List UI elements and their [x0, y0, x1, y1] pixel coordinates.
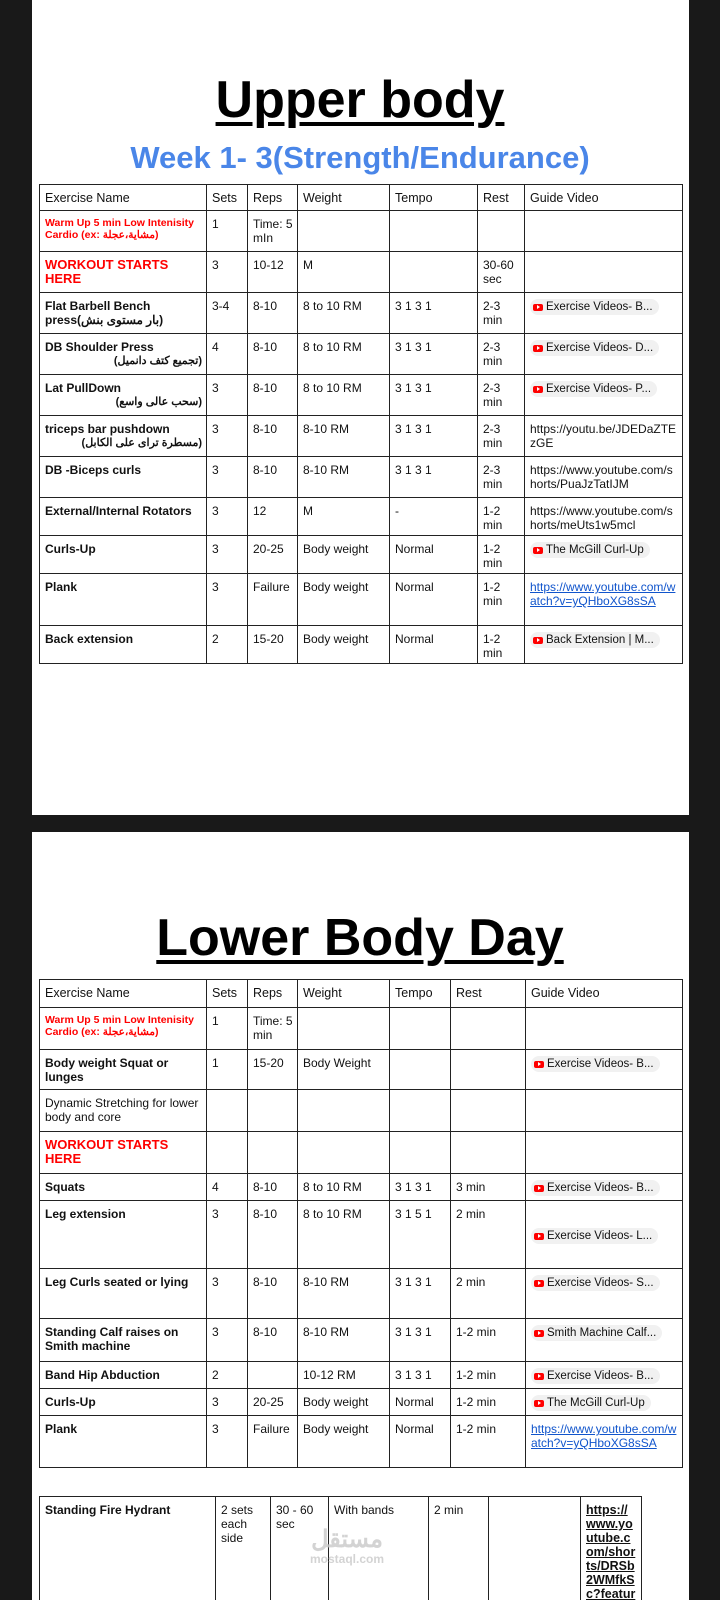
cell-weight: 8 to 10 RM [298, 1201, 390, 1269]
video-cell [526, 1389, 683, 1416]
table-row [40, 334, 683, 375]
cell-tempo: Normal [390, 1389, 451, 1416]
video-url[interactable]: https://youtu.be/JDEDaZTEzGE [525, 416, 683, 457]
cell-rest: 2-3 min [478, 375, 525, 416]
video-chip-label: Exercise Videos- B... [547, 1058, 654, 1070]
cell-rest: 2 min [451, 1201, 526, 1269]
cell-reps: 8-10 [248, 334, 298, 375]
upper-body-title: Upper body [215, 71, 505, 129]
video-chip-label: Exercise Videos- B... [547, 1182, 654, 1194]
video-cell [526, 1174, 683, 1201]
exercise-name: External/Internal Rotators [40, 498, 207, 536]
cell-weight: 8 to 10 RM [298, 1174, 390, 1201]
cell-weight: Body weight [298, 1416, 390, 1468]
cell-weight: Body weight [298, 626, 390, 664]
video-chip-label: The McGill Curl-Up [547, 1397, 645, 1409]
cell-reps: 15-20 [248, 626, 298, 664]
cell-reps: 8-10 [248, 293, 298, 334]
cell-sets: 2 sets each side [216, 1497, 271, 1600]
cell-reps: 8-10 [248, 1269, 298, 1319]
cell-tempo: 3 1 3 1 [390, 1319, 451, 1362]
table-header-row [40, 980, 683, 1008]
exercise-name [40, 375, 207, 416]
video-cell [525, 375, 683, 416]
cell-tempo: 3 1 5 1 [390, 1201, 451, 1269]
cell-rest: 1-2 min [451, 1362, 526, 1389]
exercise-name: DB -Biceps curls [40, 457, 207, 498]
exercise-name: Dynamic Stretching for lower body and core [40, 1090, 207, 1132]
table-row [40, 293, 683, 334]
header-tempo: Tempo [390, 980, 451, 1008]
video-cell [525, 536, 683, 574]
warmup-label: Warm Up 5 min Low Intenisity Cardio (ex: مشاية،عجلة) [40, 211, 207, 252]
youtube-icon [534, 1185, 544, 1192]
video-chip-label: Exercise Videos- B... [546, 301, 653, 313]
cell-weight: M [298, 498, 390, 536]
youtube-icon [534, 1400, 544, 1407]
video-chip[interactable] [530, 381, 657, 397]
cell-sets: 1 [207, 1050, 248, 1090]
cell-tempo: 3 1 3 1 [390, 457, 478, 498]
cell-sets: 2 [207, 1362, 248, 1389]
video-chip-label: Smith Machine Calf... [547, 1327, 657, 1339]
cell-weight: Body weight [298, 536, 390, 574]
table-row [40, 252, 683, 293]
cell-sets: 3 [207, 1319, 248, 1362]
youtube-icon [534, 1373, 544, 1380]
cell-sets: 3 [207, 457, 248, 498]
table-row [40, 1174, 683, 1201]
header-reps: Reps [248, 980, 298, 1008]
cell-weight: With bands [329, 1497, 429, 1600]
exercise-name-en: DB Shoulder Press [45, 340, 154, 354]
cell-tempo: 3 1 3 1 [390, 1174, 451, 1201]
table-row [40, 1050, 683, 1090]
table-row [40, 1008, 683, 1050]
youtube-icon [533, 547, 543, 554]
exercise-name-en: Lat PullDown [45, 381, 121, 395]
youtube-icon [533, 386, 543, 393]
table-row [40, 626, 683, 664]
table-row [40, 1201, 683, 1269]
cell-tempo: Normal [390, 536, 478, 574]
table-row [40, 1389, 683, 1416]
video-chip[interactable] [531, 1180, 660, 1196]
cell-rest: 1-2 min [451, 1389, 526, 1416]
exercise-name [40, 334, 207, 375]
exercise-name: Leg Curls seated or lying [40, 1269, 207, 1319]
table-row [40, 498, 683, 536]
table-row [40, 1319, 683, 1362]
cell-weight: 8 to 10 RM [298, 375, 390, 416]
cell-weight: 8-10 RM [298, 457, 390, 498]
video-cell [525, 293, 683, 334]
cell-tempo: 3 1 3 1 [390, 416, 478, 457]
exercise-name: Curls-Up [40, 1389, 207, 1416]
watermark-latin: mostaql.com [310, 1552, 385, 1566]
cell-sets: 3 [207, 416, 248, 457]
table-row [40, 457, 683, 498]
cell-sets: 3 [207, 498, 248, 536]
exercise-name: Band Hip Abduction [40, 1362, 207, 1389]
video-url[interactable]: https://www.youtube.com/shorts/PuaJzTatIJM [525, 457, 683, 498]
table-row [40, 574, 683, 626]
header-tempo: Tempo [390, 185, 478, 211]
cell-tempo: Normal [390, 574, 478, 626]
cell-reps: 8-10 [248, 375, 298, 416]
video-chip-label: Exercise Videos- B... [547, 1370, 654, 1382]
video-chip[interactable] [531, 1325, 662, 1341]
cell-tempo: Normal [390, 626, 478, 664]
cell-rest: 1-2 min [478, 536, 525, 574]
cell-tempo: 3 1 3 1 [390, 334, 478, 375]
video-chip[interactable] [531, 1395, 651, 1411]
table-row [40, 211, 683, 252]
table-row [40, 1362, 683, 1389]
header-guide-video: Guide Video [526, 980, 683, 1008]
cell-rest: 1-2 min [451, 1416, 526, 1468]
table-row [40, 1416, 683, 1468]
video-chip[interactable] [531, 1275, 660, 1291]
header-guide-video: Guide Video [525, 185, 683, 211]
cell-reps: Failure [248, 574, 298, 626]
video-chip-label: Exercise Videos- D... [546, 342, 654, 354]
header-rest: Rest [451, 980, 526, 1008]
youtube-icon [533, 637, 543, 644]
video-chip[interactable] [530, 632, 660, 648]
header-weight: Weight [298, 185, 390, 211]
exercise-name-ar: (سحب عالى واسع) [115, 396, 202, 408]
workout-starts-label: WORKOUT STARTS HERE [40, 252, 207, 293]
video-cell [525, 626, 683, 664]
cell-sets: 3 [207, 375, 248, 416]
cell-sets: 3 [207, 1201, 248, 1269]
cell-tempo: 3 1 3 1 [390, 1362, 451, 1389]
exercise-name: Squats [40, 1174, 207, 1201]
video-url[interactable]: https://www.youtube.com/shorts/meUts1w5mcl [525, 498, 683, 536]
video-cell [526, 1201, 683, 1269]
cell-rest: 2-3 min [478, 416, 525, 457]
video-cell [526, 1319, 683, 1362]
header-sets: Sets [207, 185, 248, 211]
cell-sets: 3 [207, 1389, 248, 1416]
video-chip[interactable] [530, 340, 659, 356]
youtube-icon [534, 1233, 544, 1240]
table-row [40, 1090, 683, 1132]
video-chip-label: Exercise Videos- S... [547, 1277, 654, 1289]
youtube-icon [533, 304, 543, 311]
header-rest: Rest [478, 185, 525, 211]
cell-reps: 8-10 [248, 1319, 298, 1362]
cell-rest: 2 min [451, 1269, 526, 1319]
table-row [40, 1269, 683, 1319]
video-chip[interactable] [530, 542, 650, 558]
cell-tempo: Normal [390, 1416, 451, 1468]
cell-sets: 2 [207, 626, 248, 664]
youtube-icon [534, 1330, 544, 1337]
exercise-name-ar: (تجميع كتف دانميل) [113, 355, 202, 367]
cell-sets: 1 [207, 1008, 248, 1050]
cell-reps: 8-10 [248, 416, 298, 457]
video-chip-label: Exercise Videos- P... [546, 383, 652, 395]
exercise-name-ar: (مسطرة ترای على الكابل) [81, 437, 202, 449]
cell-reps: 10-12 [248, 252, 298, 293]
cell-weight: 8-10 RM [298, 416, 390, 457]
exercise-name-en: triceps bar pushdown [45, 422, 170, 436]
exercise-name: Standing Calf raises on Smith machine [40, 1319, 207, 1362]
cell-reps: Time: 5 mIn [248, 211, 298, 252]
youtube-icon [534, 1280, 544, 1287]
cell-rest: 3 min [451, 1174, 526, 1201]
cell-weight: 8 to 10 RM [298, 334, 390, 375]
warmup-label: Warm Up 5 min Low Intenisity Cardio (ex: مشاية،عجلة) [40, 1008, 207, 1050]
cell-tempo: 3 1 3 1 [390, 293, 478, 334]
exercise-name: Standing Fire Hydrant [40, 1497, 216, 1600]
video-chip-label: The McGill Curl-Up [546, 544, 644, 556]
workout-starts-label: WORKOUT STARTS HERE [40, 1132, 207, 1174]
cell-rest: 2-3 min [478, 334, 525, 375]
mostaql-watermark [310, 1525, 384, 1566]
header-reps: Reps [248, 185, 298, 211]
table-row [40, 536, 683, 574]
cell-reps: 30 - 60 sec [271, 1497, 329, 1600]
cell-rest: 1-2 min [478, 498, 525, 536]
cell-reps: 8-10 [248, 1174, 298, 1201]
cell-weight: 8 to 10 RM [298, 293, 390, 334]
cell-reps: 20-25 [248, 536, 298, 574]
cell-reps: 20-25 [248, 1389, 298, 1416]
cell-weight: Body weight [298, 574, 390, 626]
exercise-name: Plank [40, 1416, 207, 1468]
cell-weight: M [298, 252, 390, 293]
upper-body-table [39, 184, 683, 664]
header-weight: Weight [298, 980, 390, 1008]
cell-reps: Failure [248, 1416, 298, 1468]
video-cell [526, 1269, 683, 1319]
cell-sets: 4 [207, 1174, 248, 1201]
cell-weight: 8-10 RM [298, 1269, 390, 1319]
table-row [40, 416, 683, 457]
cell-rest: 2-3 min [478, 293, 525, 334]
video-chip-label: Back Extension | M... [546, 634, 654, 646]
video-cell [526, 1050, 683, 1090]
exercise-name: Body weight Squat or lunges [40, 1050, 207, 1090]
cell-sets: 3 [207, 252, 248, 293]
cell-tempo: 3 1 3 1 [390, 1269, 451, 1319]
video-link[interactable]: https://www.youtube.com/shorts/DRSb2WMfkSc?featur [581, 1497, 642, 1600]
exercise-name: Plank [40, 574, 207, 626]
cell-reps: 8-10 [248, 457, 298, 498]
exercise-name: Curls-Up [40, 536, 207, 574]
cell-weight: 10-12 RM [298, 1362, 390, 1389]
cell-reps [248, 1362, 298, 1389]
cell-sets: 3-4 [207, 293, 248, 334]
video-link[interactable]: https://www.youtube.com/watch?v=yQHboXG8sSA [526, 1416, 683, 1468]
cell-weight: 8-10 RM [298, 1319, 390, 1362]
cell-sets: 4 [207, 334, 248, 375]
header-exercise: Exercise Name [40, 980, 207, 1008]
cell-sets: 3 [207, 536, 248, 574]
table-header-row [40, 185, 683, 211]
video-chip-label: Exercise Videos- L... [547, 1230, 653, 1242]
exercise-name: Flat Barbell Bench press(بار مستوى بنش) [40, 293, 207, 334]
cell-sets: 3 [207, 574, 248, 626]
cell-weight: Body weight [298, 1389, 390, 1416]
week-subtitle: Week 1- 3(Strength/Endurance) [130, 140, 590, 175]
video-cell [526, 1362, 683, 1389]
video-cell [525, 334, 683, 375]
cell-rest: 1-2 min [478, 574, 525, 626]
exercise-name: Leg extension [40, 1201, 207, 1269]
table-row [40, 1132, 683, 1174]
video-chip[interactable] [531, 1056, 660, 1072]
cell-reps: 15-20 [248, 1050, 298, 1090]
cell-sets: 3 [207, 1269, 248, 1319]
cell-rest: 2 min [429, 1497, 489, 1600]
cell-reps: Time: 5 min [248, 1008, 298, 1050]
cell-rest: 1-2 min [451, 1319, 526, 1362]
youtube-icon [533, 345, 543, 352]
video-chip[interactable] [530, 299, 659, 315]
cell-sets: 3 [207, 1416, 248, 1468]
cell-tempo: 3 1 3 1 [390, 375, 478, 416]
video-link[interactable]: https://www.youtube.com/watch?v=yQHboXG8sSA [525, 574, 683, 626]
exercise-name [40, 416, 207, 457]
youtube-icon [534, 1061, 544, 1068]
cell-rest: 30-60 sec [478, 252, 525, 293]
video-chip[interactable] [531, 1228, 658, 1244]
lower-body-table [39, 979, 683, 1468]
cell-sets: 1 [207, 211, 248, 252]
cell-weight: Body Weight [298, 1050, 390, 1090]
header-sets: Sets [207, 980, 248, 1008]
cell-rest: 2-3 min [478, 457, 525, 498]
lower-body-title: Lower Body Day [156, 909, 564, 967]
table-row [40, 375, 683, 416]
cell-reps: 8-10 [248, 1201, 298, 1269]
cell-reps: 12 [248, 498, 298, 536]
video-chip[interactable] [531, 1368, 660, 1384]
header-exercise: Exercise Name [40, 185, 207, 211]
watermark-arabic: مستقل [311, 1526, 383, 1553]
cell-rest: 1-2 min [478, 626, 525, 664]
exercise-name: Back extension [40, 626, 207, 664]
cell-tempo: - [390, 498, 478, 536]
